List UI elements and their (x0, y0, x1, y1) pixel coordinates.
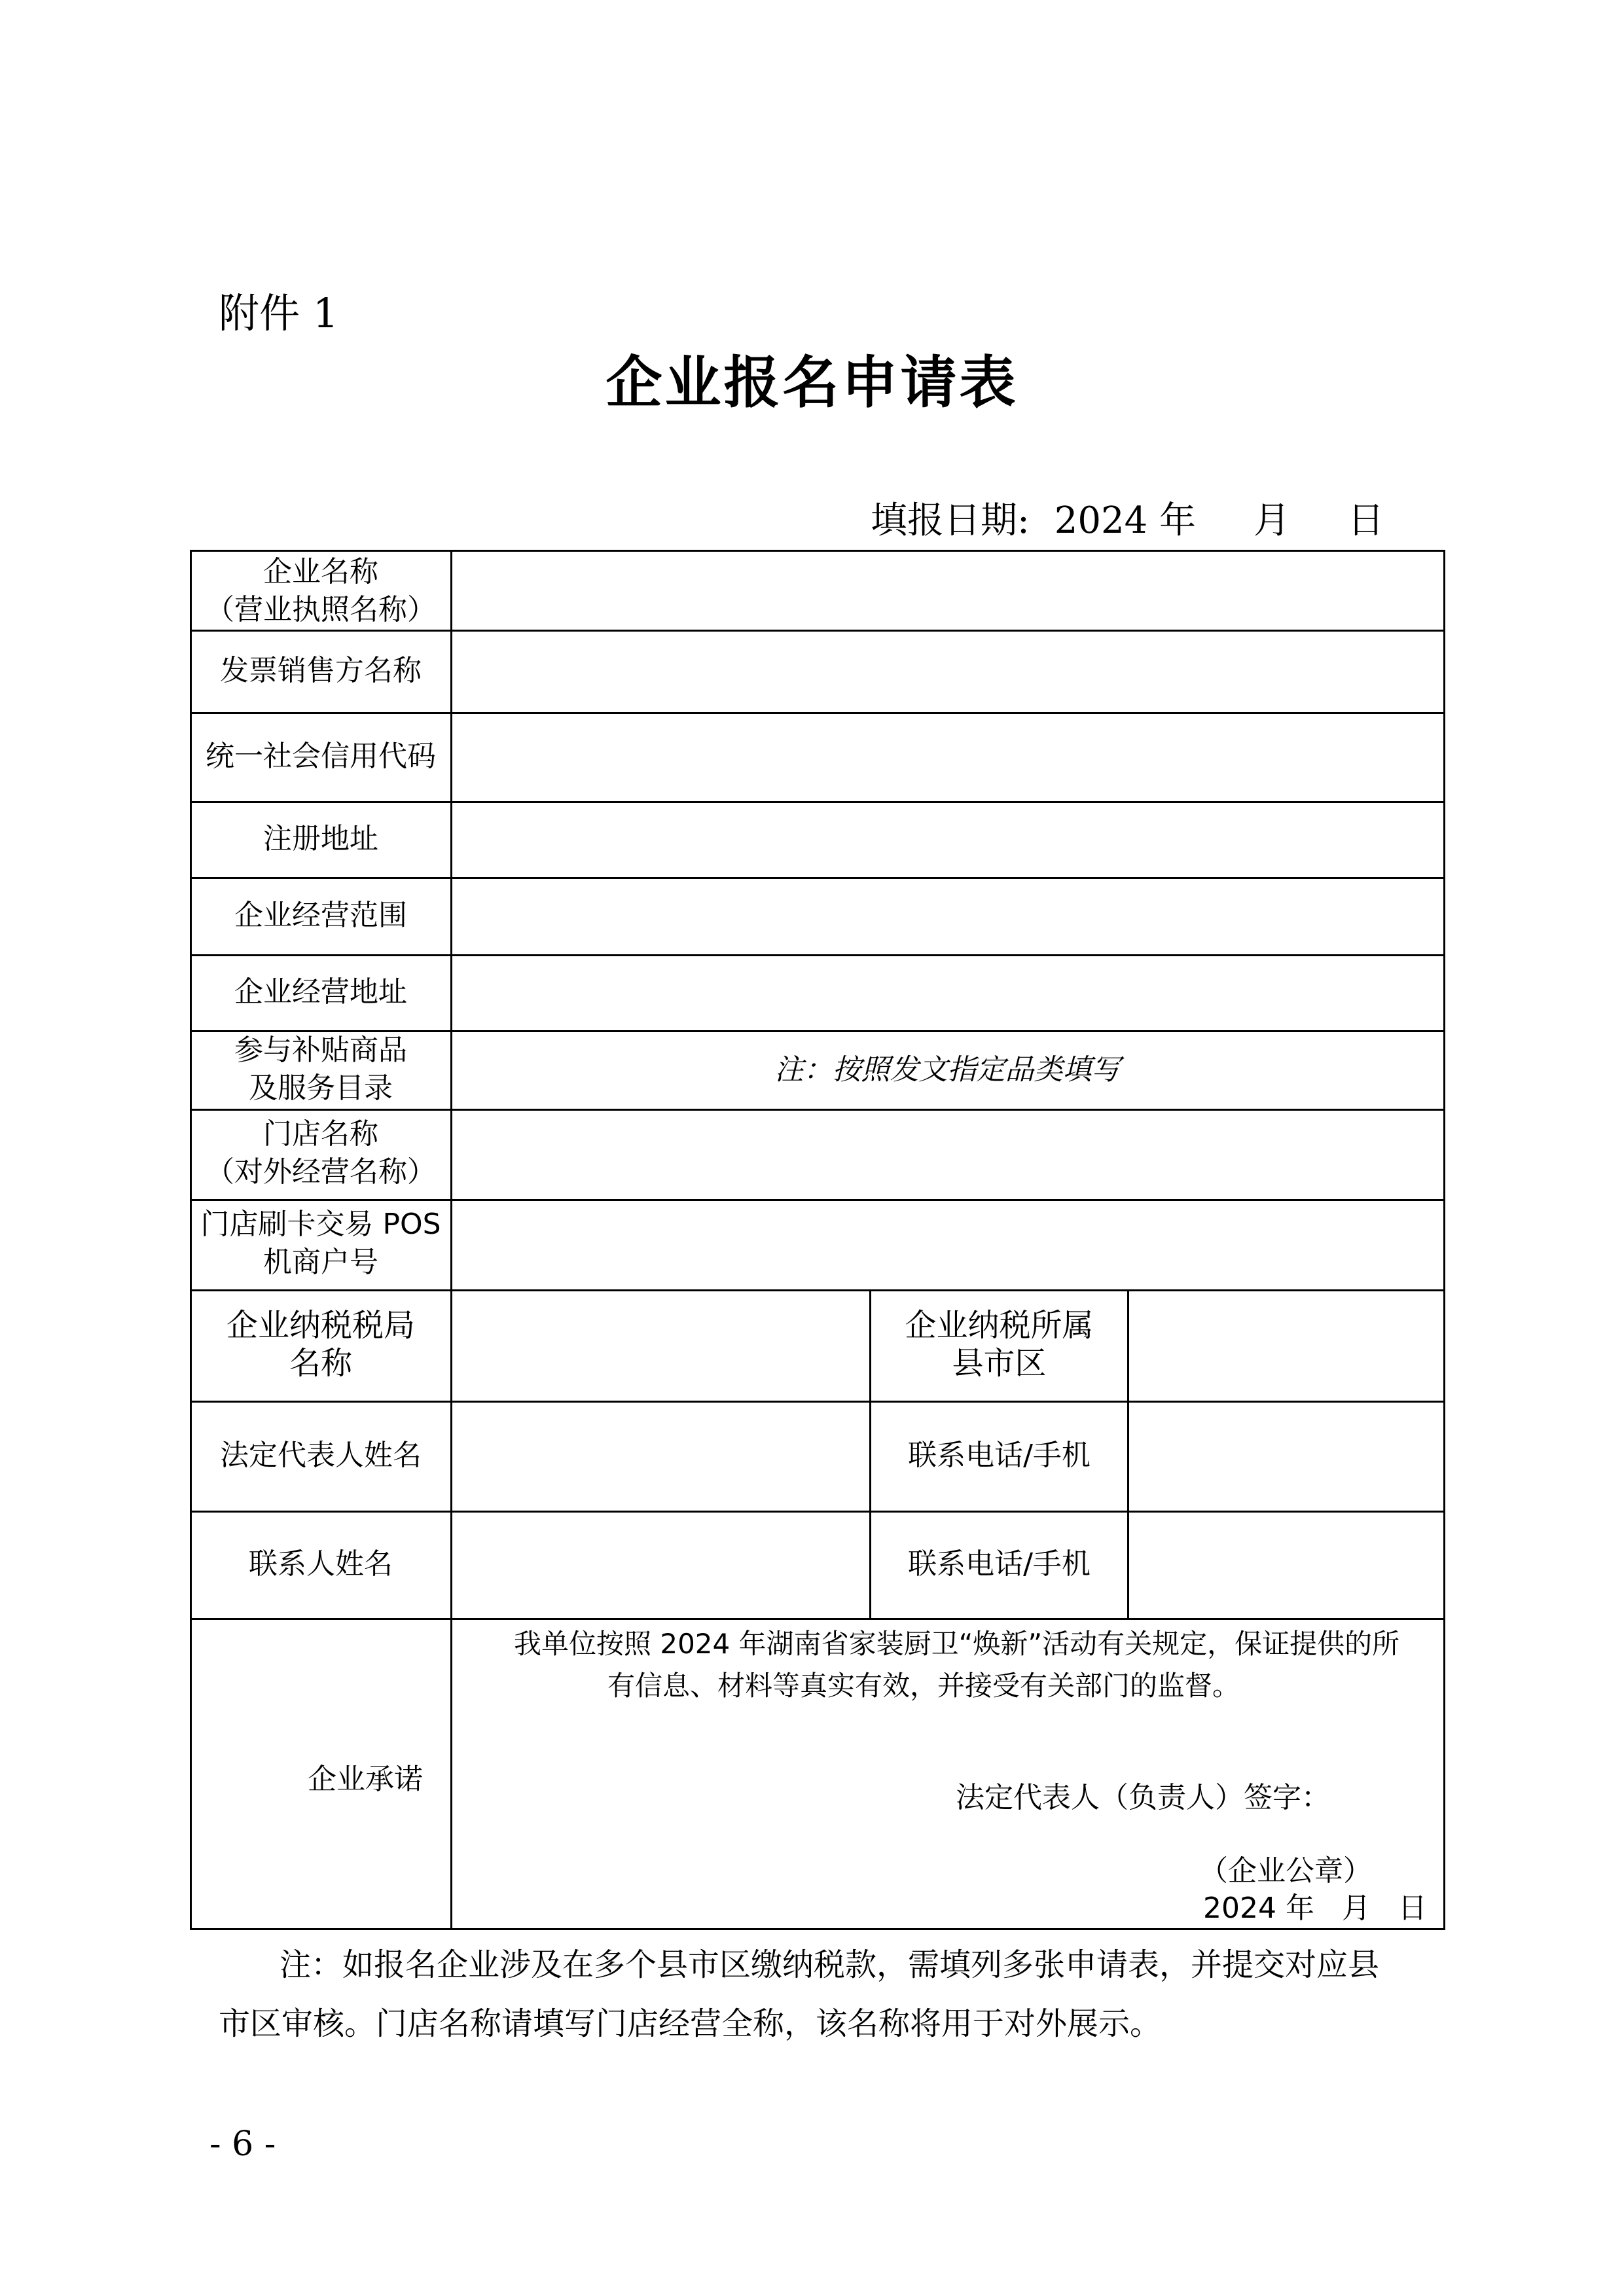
footnote-line1: 注：如报名企业涉及在多个县市区缴纳税款，需填列多张申请表，并提交对应县 (280, 1946, 1380, 1983)
fill-date-label: 填报日期: (871, 499, 1030, 542)
label-subsidy-catalog: 参与补贴商品 及服务目录 (234, 1033, 407, 1105)
commitment-text-line2: 有信息、材料等真实有效，并接受有关部门的监督。 (607, 1670, 1240, 1702)
label-tax-district: 企业纳税所属 县市区 (905, 1307, 1094, 1382)
fill-date-year: 2024 年 (1054, 499, 1197, 542)
label-contact-name: 联系人姓名 (249, 1547, 393, 1581)
label-tax-bureau: 企业纳税税局 名称 (226, 1307, 415, 1382)
row-divider (190, 801, 1445, 803)
label-credit-code: 统一社会信用代码 (206, 740, 436, 773)
label-column-divider (450, 550, 452, 1930)
split-column-divider (1127, 1289, 1129, 1618)
label-invoice-seller: 发票销售方名称 (220, 654, 422, 687)
signature-line: 法定代表人（负责人）签字： (956, 1781, 1330, 1814)
commitment-text-line1: 我单位按照 2024 年湖南省家装厨卫“焕新”活动有关规定，保证提供的所 (514, 1628, 1400, 1660)
row-divider (190, 1618, 1445, 1620)
table-border-right (1443, 550, 1445, 1930)
table-border-bottom (190, 1928, 1445, 1930)
label-contact-phone: 联系电话/手机 (908, 1547, 1091, 1581)
fill-date (871, 499, 1384, 542)
row-divider (190, 1289, 1445, 1291)
label-pos-merchant: 门店刷卡交易 POS 机商户号 (200, 1208, 441, 1279)
company-seal-label: （企业公章） (1199, 1854, 1372, 1888)
row-divider (190, 954, 1445, 956)
label-business-address: 企业经营地址 (234, 975, 407, 1009)
row-divider (190, 1109, 1445, 1111)
subsidy-catalog-note: 注：按照发文指定品类填写 (774, 1053, 1121, 1086)
fill-date-day: 日 (1347, 499, 1384, 542)
footnote-line2: 市区审核。门店名称请填写门店经营全称，该名称将用于对外展示。 (219, 2005, 1162, 2042)
row-divider (190, 712, 1445, 714)
label-registered-address: 注册地址 (263, 822, 378, 855)
form-title: 企业报名申请表 (605, 350, 1019, 416)
label-company-name: 企业名称 （营业执照名称） (206, 555, 436, 626)
page-number: - 6 - (209, 2125, 276, 2164)
commitment-date: 2024 年 月 日 (1203, 1892, 1427, 1925)
attachment-label: 附件 1 (219, 289, 339, 337)
label-legal-rep-name: 法定代表人姓名 (220, 1439, 422, 1472)
fill-date-month: 月 (1253, 499, 1290, 542)
label-legal-rep-phone: 联系电话/手机 (908, 1439, 1091, 1472)
label-store-name: 门店名称 （对外经营名称） (206, 1117, 436, 1189)
label-business-scope: 企业经营范围 (234, 899, 407, 932)
label-commitment: 企业承诺 (308, 1763, 423, 1796)
row-divider (190, 1511, 1445, 1513)
row-divider (190, 1199, 1445, 1201)
row-divider (190, 877, 1445, 879)
row-divider (190, 1401, 1445, 1403)
